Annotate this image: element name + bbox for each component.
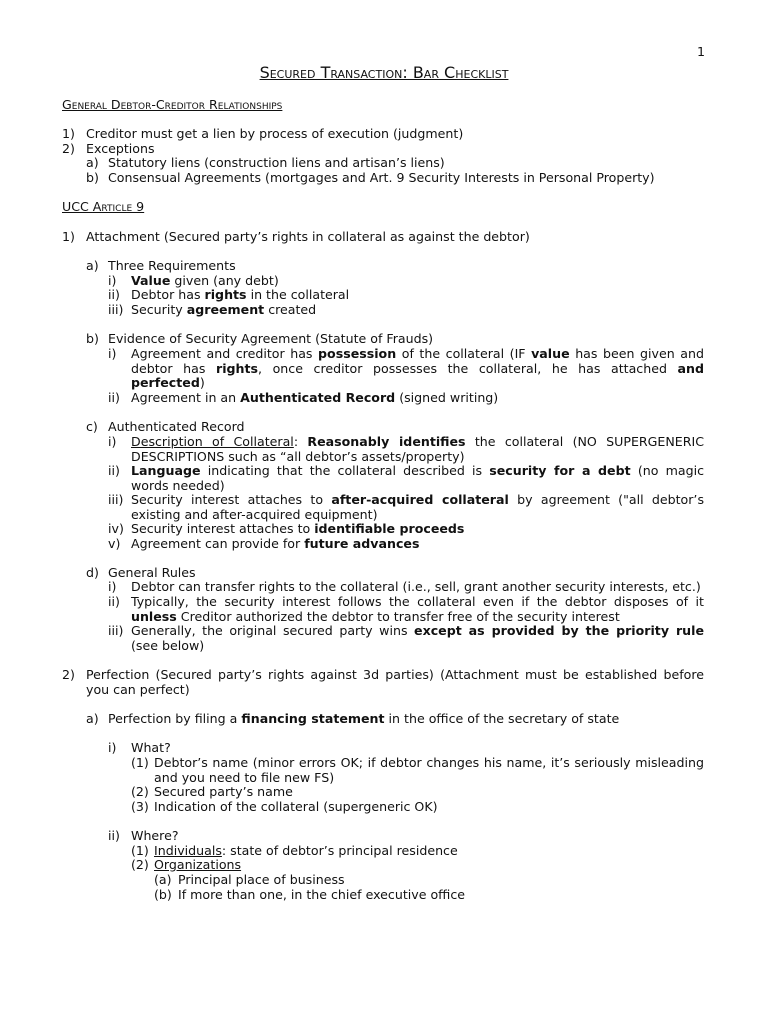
list-item: Evidence of Security Agreement (Statute of Frauds) [108,331,434,346]
list-item: Consensual Agreements (mortgages and Art. 9 Security Interests in Personal Property) [108,170,655,185]
list-number: 1) [62,229,75,244]
list-item: Perfection (Secured party’s rights against 3d parties) (Attachment must be established before you can perfect) [86,667,704,697]
list-paren-letter: (a) [154,872,172,887]
list-item: Perfection by filing a financing statement in the office of the secretary of state [108,711,620,726]
list-item: Security interest attaches to after-acquired collateral by agreement ("all debtor’s existing and after-acquired equipment) [131,492,705,522]
list-item: Typically, the security interest follows the collateral even if the debtor disposes of it unless Creditor authorized the debtor to transfer free of the security interest [131,594,704,624]
list-item: Description of Collateral: Reasonably identifies the collateral (NO SUPERGENERIC DESCRIPTIONS such as “all debtor’s assets/property) [131,434,705,464]
list-roman: ii) [108,594,120,609]
list-item: Agreement and creditor has possession of the collateral (IF value has been given and debtor has rights, once creditor possesses the collateral, he has attached and perfected) [131,346,705,391]
list-roman: iii) [108,302,124,317]
list-number: 1) [62,126,75,141]
list-roman: ii) [108,828,120,843]
list-letter: d) [86,565,99,580]
list-item: Statutory liens (construction liens and artisan’s liens) [108,155,445,170]
list-letter: a) [86,155,99,170]
list-item: Secured party’s name [154,784,293,799]
list-item: Language indicating that the collateral described is security for a debt (no magic words needed) [131,463,705,493]
list-roman: i) [108,346,117,361]
list-item: Principal place of business [178,872,345,887]
list-roman: ii) [108,390,120,405]
list-letter: a) [86,258,99,273]
list-item: Three Requirements [108,258,236,273]
list-item: General Rules [108,565,196,580]
list-item: Where? [131,828,179,843]
list-letter: a) [86,711,99,726]
list-letter: c) [86,419,98,434]
list-item: Exceptions [86,141,155,156]
list-item: Value given (any debt) [131,273,279,288]
list-item: Attachment (Secured party’s rights in collateral as against the debtor) [86,229,530,244]
list-item: Debtor’s name (minor errors OK; if debtor changes his name, it’s seriously misleading and you need to file new FS) [154,755,704,785]
list-item: What? [131,740,171,755]
list-item: Authenticated Record [108,419,245,434]
list-item: Generally, the original secured party wins except as provided by the priority rule (see below) [131,623,704,653]
list-item: If more than one, in the chief executive office [178,887,466,902]
list-roman: i) [108,273,117,288]
list-roman: i) [108,740,117,755]
list-letter: b) [86,170,99,185]
list-roman: iv) [108,521,124,536]
list-item: Agreement can provide for future advances [131,536,420,551]
list-item: Security interest attaches to identifiable proceeds [131,521,465,536]
section-heading-general: General Debtor-Creditor Relationships [62,97,283,112]
list-item: Individuals: state of debtor’s principal residence [154,843,458,858]
document-title: Secured Transaction: Bar Checklist [259,63,509,82]
list-paren-number: (2) [131,857,149,872]
page-number: 1 [697,44,706,59]
list-roman: i) [108,579,117,594]
list-item: Security agreement created [131,302,317,317]
list-roman: i) [108,434,117,449]
list-roman: ii) [108,287,120,302]
list-item: Agreement in an Authenticated Record (signed writing) [131,390,499,405]
list-paren-number: (1) [131,755,149,770]
list-roman: ii) [108,463,120,478]
list-item: Indication of the collateral (supergeneric OK) [154,799,438,814]
list-item: Debtor has rights in the collateral [131,287,350,302]
list-paren-letter: (b) [154,887,172,902]
list-roman: v) [108,536,121,551]
section-heading-ucc: UCC Article 9 [62,199,145,214]
list-paren-number: (1) [131,843,149,858]
list-item: Creditor must get a lien by process of execution (judgment) [86,126,464,141]
list-roman: iii) [108,623,124,638]
list-roman: iii) [108,492,124,507]
list-item: Organizations [154,857,242,872]
list-paren-number: (3) [131,799,149,814]
list-number: 2) [62,141,75,156]
list-letter: b) [86,331,99,346]
list-item: Debtor can transfer rights to the collateral (i.e., sell, grant another security interests, etc.) [131,579,701,594]
list-paren-number: (2) [131,784,149,799]
list-number: 2) [62,667,75,682]
